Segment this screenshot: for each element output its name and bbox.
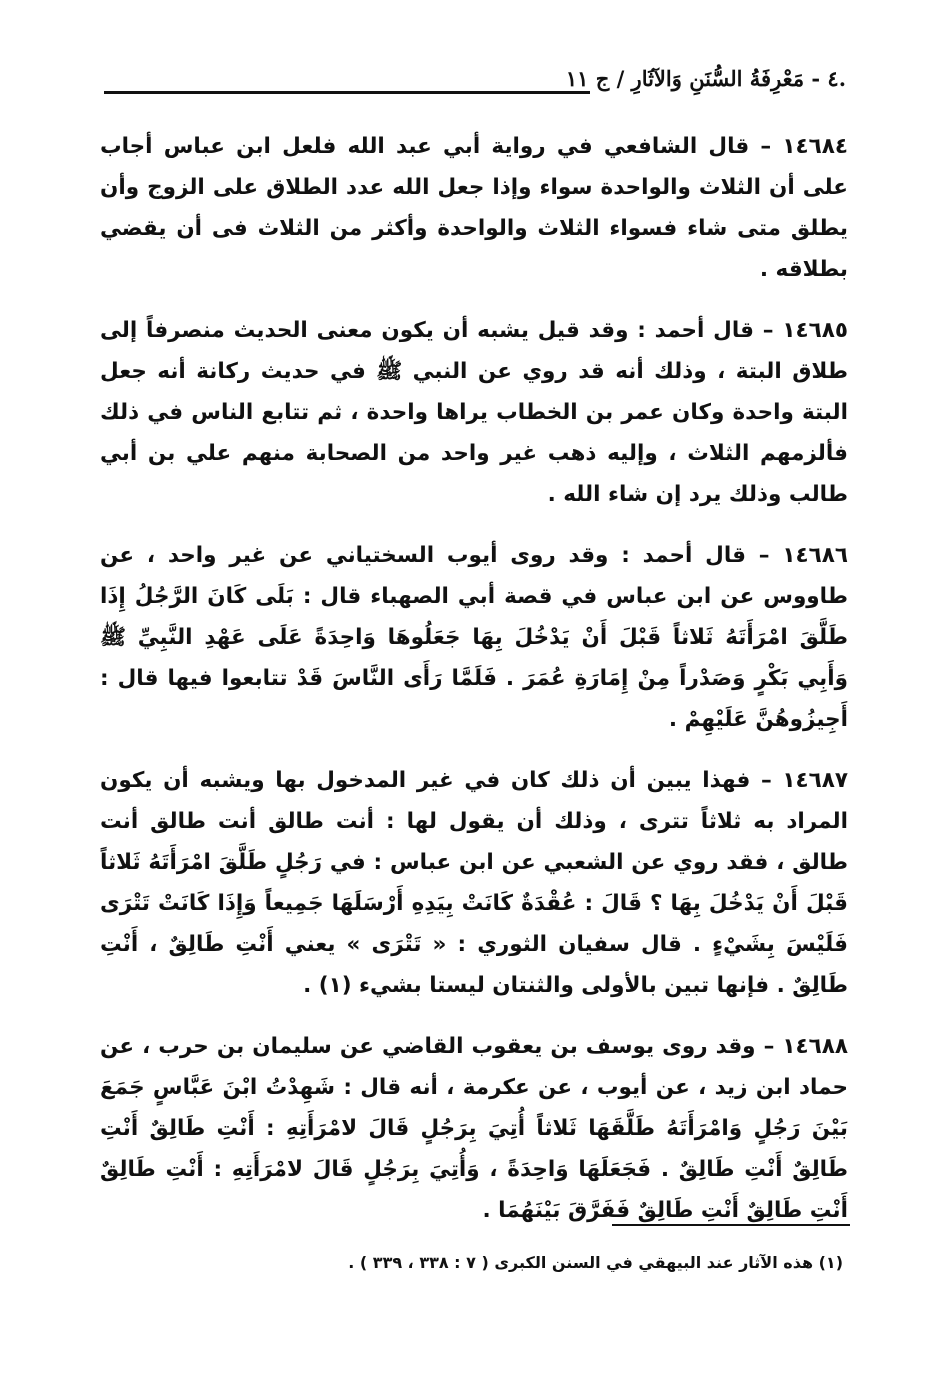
paragraph-number: ١٤٦٨٧ bbox=[782, 768, 848, 793]
paragraph-number: ١٤٦٨٥ bbox=[782, 318, 848, 343]
paragraph-text: – قال أحمد : وقد قيل يشبه أن يكون معنى الحديث منصرفاً إلى طلاق البتة ، وذلك أنه قد روي عن النبي ﷺ في حديث ركانة أنه جعل البتة واحدة وكان عمر بن الخطاب يراها واحدة ، ثم تتابع الناس في ذلك فألزمهم الثلاث ، وإليه ذهب غير واحد من الصحابة منهم علي بن أبي طالب وذلك يرد إن شاء الله . bbox=[100, 318, 848, 507]
page-header bbox=[104, 64, 846, 104]
paragraph-number: ١٤٦٨٤ bbox=[782, 134, 848, 159]
main-text bbox=[100, 126, 848, 1251]
running-title: .٤ - مَعْرِفَةُ السُّنَنِ وَالآثَارِ / ج ١١ bbox=[565, 66, 846, 91]
paragraph-number: ١٤٦٨٨ bbox=[782, 1034, 848, 1059]
footnote: (١) هذه الآثار عند البيهقي في السنن الكبرى ( ٧ : ٣٣٨ ، ٣٣٩ ) . bbox=[348, 1253, 843, 1272]
paragraph-14684 bbox=[100, 126, 848, 290]
paragraph-text: – فهذا يبين أن ذلك كان في غير المدخول بها ويشبه أن يكون المراد به ثلاثاً تترى ، وذلك أن يقول لها : أنت طالق أنت طالق أنت طالق ، فقد روي عن الشعبي عن ابن عباس : في رَجُلٍ طَلَّقَ امْرَأَتَهُ ثَلاثاً قَبْلَ أَنْ يَدْخُلَ بِهَا ؟ قَالَ : عُقْدَةٌ كَانَتْ بِيَدِهِ أَرْسَلَهَا جَمِيعاً وَإِذَا كَانَتْ تَتْرَى فَلَيْسَ بِشَيْءٍ . قال سفيان الثوري : « تَتْرَى » يعني أَنْتِ طَالِقٌ ، أَنْتِ طَالِقٌ . فإنها تبين بالأولى والثنتان ليستا بشيء (١) . bbox=[100, 768, 848, 998]
header-rule bbox=[104, 91, 590, 94]
paragraph-text: – قال الشافعي في رواية أبي عبد الله فلعل ابن عباس أجاب على أن الثلاث والواحدة سواء وإذا جعل الله عدد الطلاق على الزوج وأن يطلق متى شاء فسواء الثلاث والواحدة وأكثر من الثلاث فى أن يقضي بطلاقه . bbox=[100, 134, 848, 282]
paragraph-14687 bbox=[100, 760, 848, 1006]
paragraph-text: – وقد روى يوسف بن يعقوب القاضي عن سليمان بن حرب ، عن حماد ابن زيد ، عن أيوب ، عن عكرمة ، أنه قال : شَهِدْتُ ابْنَ عَبَّاسٍ جَمَعَ بَيْنَ رَجُلٍ وَامْرَأَتَهُ طَلَّقَهَا ثَلاثاً أُتِيَ بِرَجُلٍ قَالَ لامْرَأَتِهِ : أَنْتِ طَالِقٌ أَنْتِ طَالِقٌ أَنْتِ طَالِقٌ . فَجَعَلَهَا وَاحِدَةً ، وَأُتِيَ بِرَجُلٍ قَالَ لامْرَأَتِهِ : أَنْتِ طَالِقٌ أَنْتِ طَالِقٌ أَنْتِ طَالِقٌ فَفَرَّقَ بَيْنَهُمَا . bbox=[100, 1034, 848, 1223]
paragraph-text: – قال أحمد : وقد روى أيوب السختياني عن غير واحد ، عن طاووس عن ابن عباس في قصة أبي الصهباء قال : بَلَى كَانَ الرَّجُلُ إِذَا طَلَّقَ امْرَأَتَهُ ثَلاثاً قَبْلَ أَنْ يَدْخُلَ بِهَا جَعَلُوهَا وَاحِدَةً عَلَى عَهْدِ النَّبِيِّ ﷺ وَأَبِي بَكْرٍ وَصَدْراً مِنْ إِمَارَةِ عُمَرَ . فَلَمَّا رَأَى النَّاسَ قَدْ تتابعوا فيها قال : أَجِيزُوهُنَّ عَلَيْهِمْ . bbox=[100, 543, 848, 732]
paragraph-14685 bbox=[100, 310, 848, 515]
paragraph-number: ١٤٦٨٦ bbox=[782, 543, 848, 568]
paragraph-14686 bbox=[100, 535, 848, 740]
footnote-rule bbox=[612, 1224, 850, 1226]
paragraph-14688 bbox=[100, 1026, 848, 1231]
